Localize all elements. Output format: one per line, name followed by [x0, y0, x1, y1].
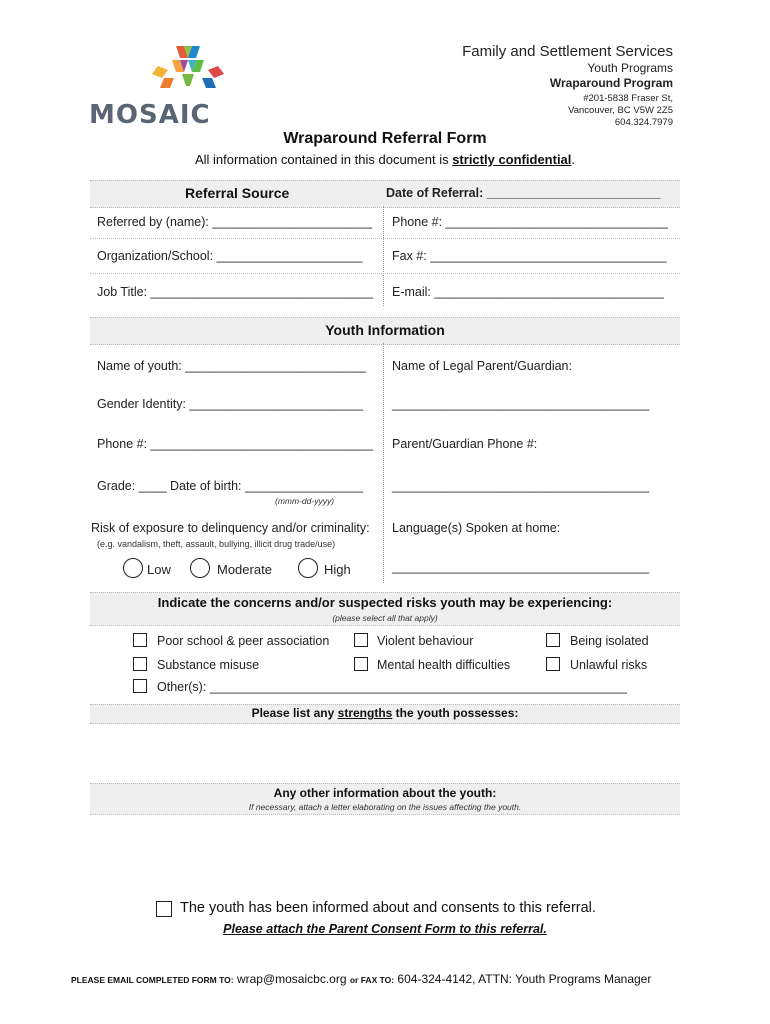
concern-isolated-checkbox[interactable] [546, 633, 560, 647]
email-field[interactable]: E-mail: _________________________________ [392, 285, 664, 299]
concern-violent-checkbox[interactable] [354, 633, 368, 647]
guardian-name-field[interactable]: _____________________________________ [392, 397, 650, 411]
concern-poor-school-checkbox[interactable] [133, 633, 147, 647]
risk-moderate-radio[interactable] [190, 558, 210, 578]
guardian-phone-label: Parent/Guardian Phone #: [392, 437, 538, 451]
consent-text: The youth has been informed about and consents to this referral. [180, 900, 596, 916]
risk-low-radio[interactable] [123, 558, 143, 578]
footer-fax: 604-324-4142, ATTN: Youth Programs Manager [394, 972, 652, 986]
gender-identity-field[interactable]: Gender Identity: _________________________ [97, 397, 364, 411]
concern-other-field[interactable]: Other(s): ____________________________________________________________ [157, 680, 627, 694]
confidential-emphasis: strictly confidential [452, 152, 572, 167]
other-info-answer-area[interactable] [90, 815, 680, 895]
strengths-answer-area[interactable] [90, 724, 680, 780]
language-label: Language(s) Spoken at home: [392, 521, 561, 535]
guardian-phone-field[interactable]: _____________________________________ [392, 479, 650, 493]
consent-checkbox[interactable] [156, 901, 172, 917]
program-line-1: Youth Programs [587, 61, 673, 75]
risk-label: Risk of exposure to delinquency and/or criminality: [91, 521, 370, 535]
risk-low-label: Low [147, 562, 171, 577]
dob-format-hint: (mmm-dd-yyyy) [275, 496, 335, 506]
other-info-note: If necessary, attach a letter elaborating on the issues affecting the youth. [248, 802, 522, 812]
language-field[interactable]: _____________________________________ [392, 560, 650, 574]
footer-email-label: PLEASE EMAIL COMPLETED FORM TO: [71, 975, 234, 985]
youth-info-heading: Youth Information [325, 322, 445, 338]
confidentiality-note: All information contained in this document is strictly confidential. [194, 152, 576, 167]
date-of-referral-field[interactable]: Date of Referral: _________________________ [386, 186, 661, 200]
concern-unlawful-checkbox[interactable] [546, 657, 560, 671]
referral-source-heading: Referral Source [185, 185, 290, 201]
other-info-heading: Any other information about the youth: [273, 786, 497, 800]
risk-examples: (e.g. vandalism, theft, assault, bullying, illicit drug trade/use) [97, 539, 336, 549]
youth-name-field[interactable]: Name of youth: __________________________ [97, 359, 366, 373]
grade-dob-field[interactable]: Grade: ____ Date of birth: _________________ [97, 479, 364, 493]
footer-email[interactable]: wrap@mosaicbc.org [233, 972, 350, 986]
footer-instructions [71, 972, 651, 986]
concerns-note: (please select all that apply) [332, 613, 438, 623]
concern-violent-label: Violent behaviour [377, 634, 474, 648]
concern-poor-school-label: Poor school & peer association [157, 634, 330, 648]
strengths-heading: Please list any strengths the youth possesses: [251, 706, 519, 720]
concern-mental-health-checkbox[interactable] [354, 657, 368, 671]
address-line-2: Vancouver, BC V5W 2Z5 [568, 105, 673, 116]
column-divider [383, 206, 384, 306]
footer-fax-label: or FAX TO: [349, 975, 395, 985]
risk-high-label: High [324, 562, 351, 577]
referrer-phone-field[interactable]: Phone #: ________________________________ [392, 215, 668, 229]
risk-moderate-label: Moderate [217, 562, 272, 577]
concern-other-checkbox[interactable] [133, 679, 147, 693]
mosaic-logo-text: MOSAIC [89, 100, 211, 130]
concerns-heading: Indicate the concerns and/or suspected risks youth may be experiencing: [157, 595, 613, 610]
org-phone: 604.324.7979 [614, 117, 673, 128]
concern-substance-label: Substance misuse [157, 658, 260, 672]
referred-by-field[interactable]: Referred by (name): _______________________ [97, 215, 373, 229]
youth-column-divider [383, 343, 384, 583]
concern-substance-checkbox[interactable] [133, 657, 147, 671]
organization-field[interactable]: Organization/School: _____________________ [97, 249, 363, 263]
concern-isolated-label: Being isolated [570, 634, 649, 648]
fax-field[interactable]: Fax #: __________________________________ [392, 249, 667, 263]
form-title: Wraparound Referral Form [283, 130, 487, 147]
mosaic-logo-mark [148, 44, 228, 94]
address-line-1: #201-5838 Fraser St, [583, 93, 673, 104]
risk-high-radio[interactable] [298, 558, 318, 578]
program-line-2: Wraparound Program [549, 76, 673, 90]
job-title-field[interactable]: Job Title: ________________________________ [97, 285, 373, 299]
parent-consent-instruction: Please attach the Parent Consent Form to this referral. [223, 922, 547, 936]
guardian-name-label: Name of Legal Parent/Guardian: [392, 359, 572, 373]
org-name: Family and Settlement Services [462, 43, 673, 60]
youth-phone-field[interactable]: Phone #: ________________________________ [97, 437, 373, 451]
concern-mental-health-label: Mental health difficulties [377, 658, 511, 672]
concern-unlawful-label: Unlawful risks [570, 658, 648, 672]
